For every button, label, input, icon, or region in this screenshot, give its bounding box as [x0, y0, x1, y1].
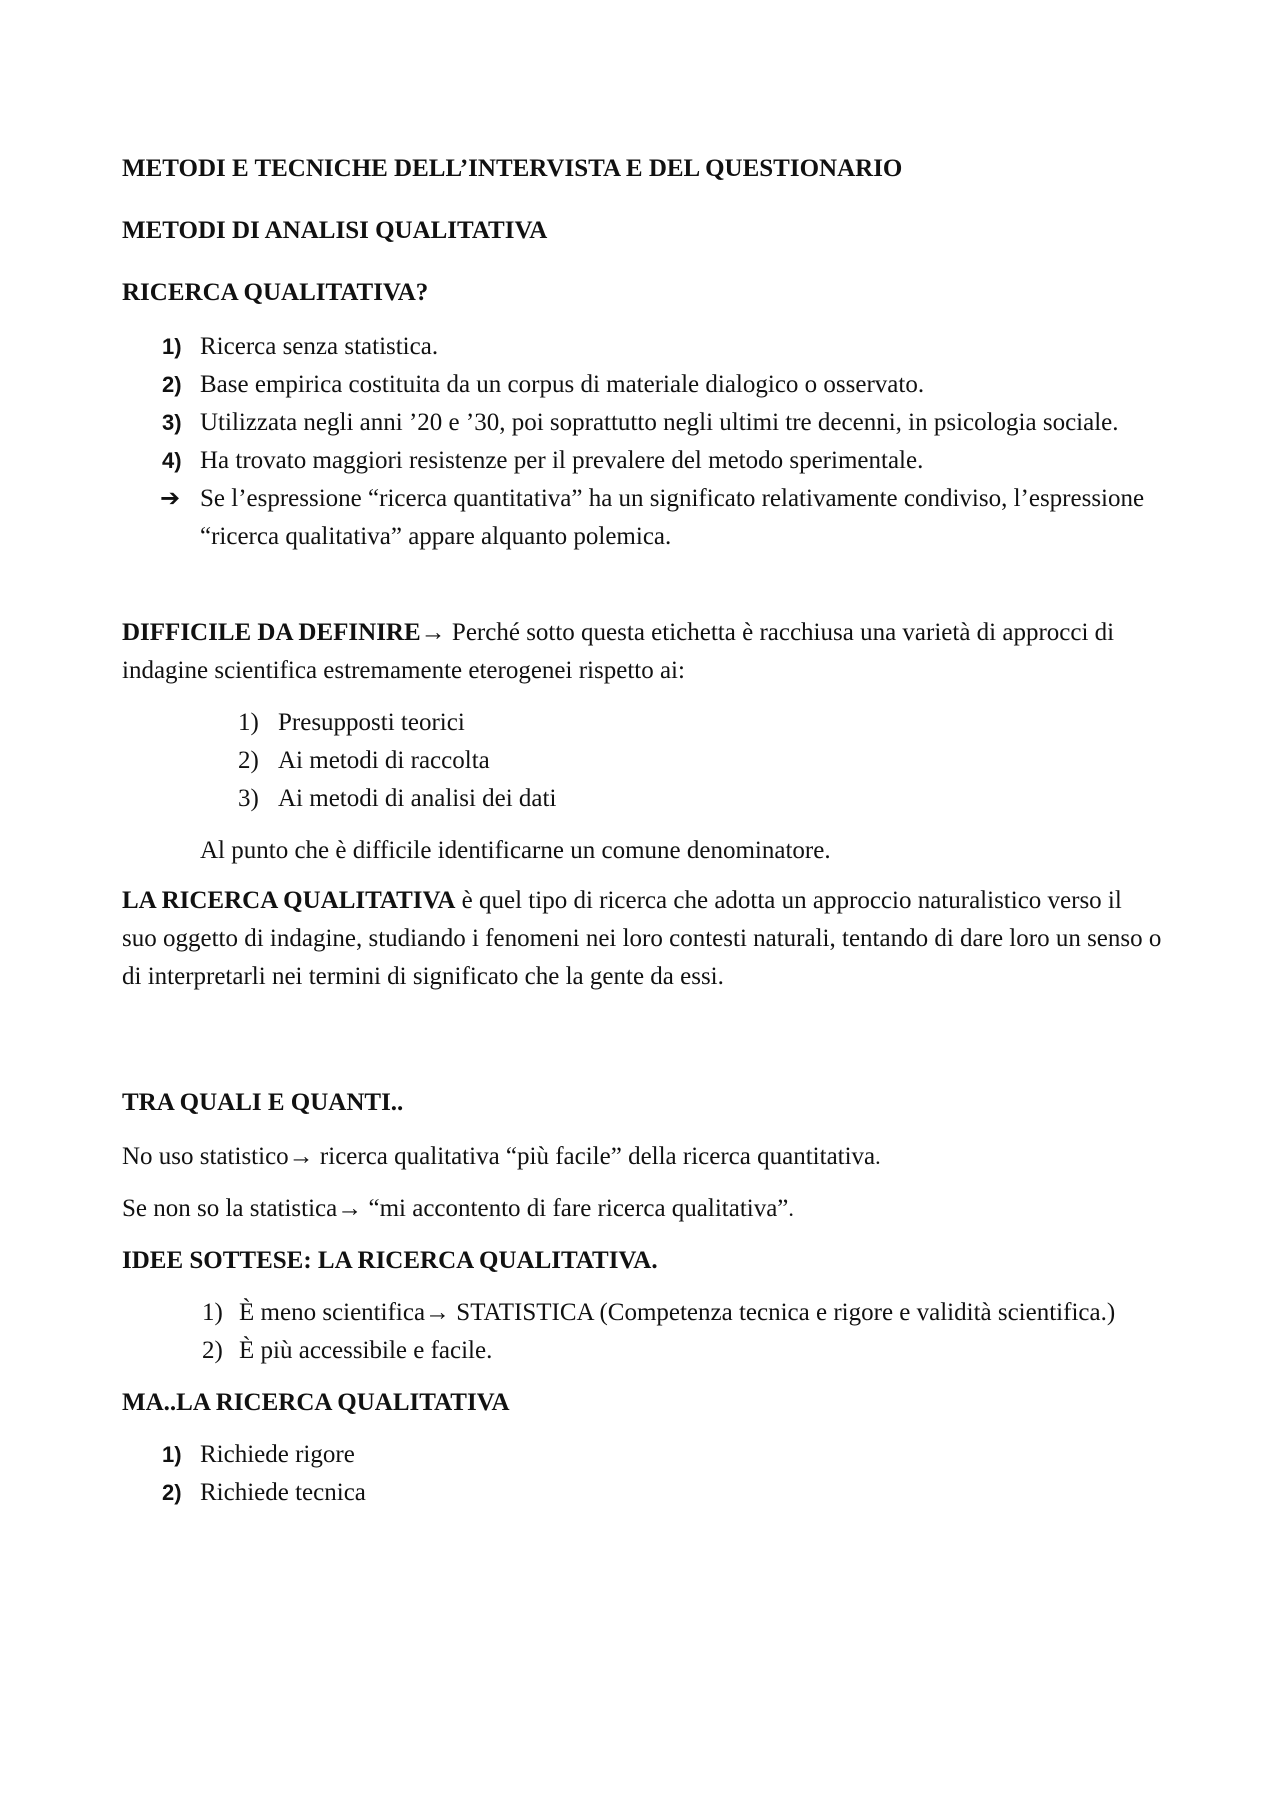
list-marker: 2)	[238, 747, 259, 774]
list-item-text: Base empirica costituita da un corpus di materiale dialogico o osservato.	[200, 371, 925, 398]
list-item	[122, 780, 1162, 818]
difficile-list	[122, 704, 1162, 818]
idee-sottese-list	[122, 1294, 1162, 1370]
list-item-text: Richiede rigore	[200, 1441, 355, 1468]
document-page	[122, 150, 1162, 1512]
list-marker: 1)	[238, 709, 259, 736]
arrow-icon: →	[420, 619, 446, 646]
list-item-text: STATISTICA (Competenza tecnica e rigore e validità scientifica.)	[450, 1299, 1116, 1326]
line-end: .	[788, 1196, 794, 1221]
list-marker: 1)	[202, 1299, 223, 1326]
section-title-ricerca-qualitativa: RICERCA QUALITATIVA?	[122, 279, 429, 306]
line-text: No uso statistico	[122, 1143, 289, 1170]
paragraph-bold-lead: LA RICERCA QUALITATIVA	[122, 887, 456, 914]
list-item-text: È più accessibile e facile.	[239, 1337, 493, 1364]
paragraph-bold-lead: DIFFICILE DA DEFINIRE	[122, 619, 421, 646]
arrow-list-item	[122, 480, 1162, 556]
section-title-idee-sottese: IDEE SOTTESE: LA RICERCA QUALITATIVA.	[122, 1247, 658, 1274]
list-item	[122, 704, 1162, 742]
list-marker: 3)	[238, 785, 259, 812]
list-marker: 3)	[162, 410, 182, 435]
list-item-text: Ai metodi di raccolta	[278, 747, 490, 774]
section-title-ma-la-ricerca: MA..LA RICERCA QUALITATIVA	[122, 1389, 510, 1416]
list-item-text: Ricerca senza statistica.	[200, 333, 439, 360]
list-item	[122, 404, 1162, 442]
list-item	[122, 442, 1162, 480]
list-marker: 1)	[162, 334, 182, 359]
arrow-icon: →	[425, 1299, 451, 1326]
list-item-text: Richiede tecnica	[200, 1479, 366, 1506]
line-text: Se non so la statistica	[122, 1195, 338, 1222]
ma-la-ricerca-list	[122, 1436, 1162, 1512]
list-item	[122, 1436, 1162, 1474]
list-item-text: Presupposti teorici	[278, 709, 465, 736]
list-marker: 2)	[202, 1337, 223, 1364]
line-text: ricerca qualitativa “più facile” della ricerca quantitativa	[313, 1143, 876, 1170]
line-end: .	[875, 1144, 881, 1169]
difficile-da-definire-paragraph	[122, 614, 1162, 690]
list-marker: 2)	[162, 372, 182, 397]
list-item-text: Utilizzata negli anni ’20 e ’30, poi soprattutto negli ultimi tre decenni, in psicologia sociale.	[200, 409, 1119, 436]
sub-heading: METODI DI ANALISI QUALITATIVA	[122, 217, 548, 244]
paragraph-text: Perché sotto questa etichetta è racchiusa una varietà di approcci di indagine scientifica estremamente eterogenei rispetto ai:	[122, 619, 1115, 684]
main-heading: METODI E TECNICHE DELL’INTERVISTA E DEL QUESTIONARIO	[122, 155, 903, 182]
arrow-icon: →	[337, 1195, 363, 1222]
arrow-icon: ➔	[160, 485, 181, 512]
tra-quali-line-1	[122, 1138, 1162, 1176]
tra-quali-line-2	[122, 1190, 1162, 1228]
list-marker: 2)	[162, 1480, 182, 1505]
list-item	[122, 1332, 1162, 1370]
list-item-text: Ai metodi di analisi dei dati	[278, 785, 557, 812]
definition-paragraph	[122, 882, 1162, 996]
paragraph-text: è quel tipo di ricerca che adotta un approccio naturalistico verso il suo oggetto di indagine, studiando i fenomeni nei loro contesti naturali, tentando di dare loro un senso o di interpretarli nei termini di significato che la gente da essi.	[122, 887, 1162, 990]
list-item	[122, 1474, 1162, 1512]
difficile-conclusion: Al punto che è difficile identificarne un comune denominatore.	[200, 837, 831, 864]
list-item	[122, 366, 1162, 404]
list-marker: 1)	[162, 1442, 182, 1467]
ricerca-qualitativa-list	[122, 328, 1162, 556]
list-item-text: Ha trovato maggiori resistenze per il prevalere del metodo sperimentale.	[200, 447, 924, 474]
list-item-text: Se l’espressione “ricerca quantitativa” ha un significato relativamente condiviso, l’espressione “ricerca qualitativa” appare alquanto polemica.	[200, 485, 1145, 550]
line-text: “mi accontento di fare ricerca qualitativa”	[362, 1195, 789, 1222]
section-title-tra-quali-e-quanti: TRA QUALI E QUANTI..	[122, 1089, 404, 1116]
list-item	[122, 1294, 1162, 1332]
list-item	[122, 742, 1162, 780]
arrow-icon: →	[288, 1143, 314, 1170]
list-marker: 4)	[162, 448, 182, 473]
list-item-text: È meno scientifica	[239, 1299, 426, 1326]
list-item	[122, 328, 1162, 366]
